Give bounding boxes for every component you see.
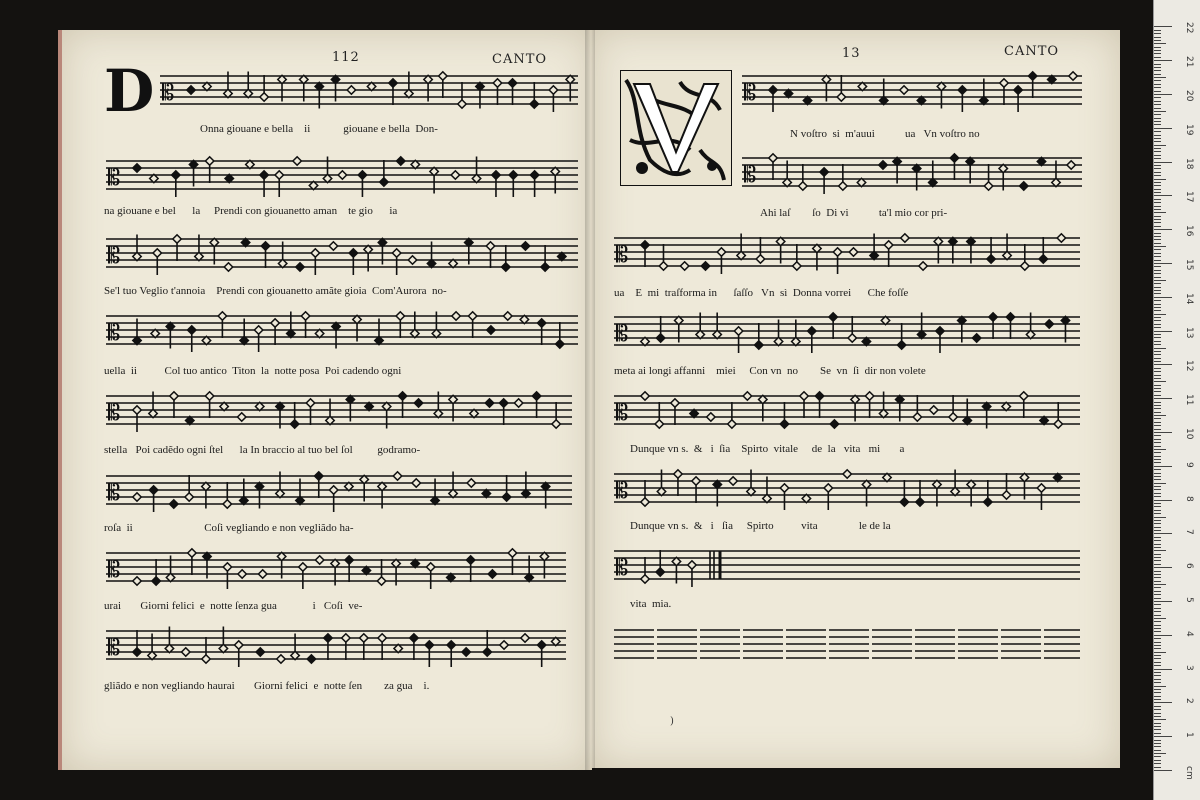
right-lyric-line-6: Dunque vn s. & i ſia Spirto vita le de la (630, 520, 891, 532)
right-lyric-line-5: Dunque vn s. & i ſia Spirto vitale de la vita mi a (630, 443, 905, 455)
ruler-tick (1154, 530, 1161, 531)
ruler-tick (1154, 91, 1161, 92)
svg-text:𝄡: 𝄡 (108, 166, 121, 191)
ruler-tick (1154, 334, 1161, 335)
ruler-tick (1154, 297, 1172, 298)
ruler-tick (1154, 740, 1161, 741)
ruler-tick (1154, 456, 1161, 457)
ruler-tick (1154, 67, 1161, 68)
ruler-tick (1154, 642, 1161, 643)
svg-text:𝄡: 𝄡 (616, 243, 629, 268)
svg-text:𝄡: 𝄡 (108, 244, 121, 269)
ruler-tick (1154, 598, 1161, 599)
svg-text:𝄡: 𝄡 (108, 558, 121, 583)
ruler-label: 5 (1184, 597, 1194, 603)
ruler-tick (1154, 195, 1172, 196)
ruler-tick (1154, 327, 1161, 328)
ruler-label: 15 (1184, 259, 1194, 271)
ruler-tick (1154, 418, 1161, 419)
ruler-label: 9 (1184, 461, 1194, 468)
ruler-tick (1154, 385, 1161, 386)
ruler-tick (1154, 655, 1161, 656)
ruler-tick (1154, 462, 1161, 463)
ruler-tick (1154, 249, 1161, 250)
left-lyric-line-4: uella ii Col tuo antico Titon la notte posa Poi cadendo ogni (104, 365, 402, 377)
ruler-tick (1154, 706, 1161, 707)
ruler-tick (1154, 550, 1166, 551)
left-lyric-line-6: roſa ii Coſi vegliando e non vegliãdo ha- (104, 522, 354, 534)
ruler-tick (1154, 743, 1161, 744)
ruler-tick (1154, 283, 1161, 284)
ruler-tick (1154, 202, 1161, 203)
ruler-tick (1154, 236, 1161, 237)
ruler-tick (1154, 229, 1172, 230)
ruler-tick (1154, 767, 1161, 768)
ruler-tick (1154, 459, 1161, 460)
ruler-tick (1154, 371, 1161, 372)
left-lyric-line-7: urai Giorni felici e notte ſenza gua i Coſi ve- (104, 600, 363, 612)
ruler-label: 13 (1184, 326, 1194, 339)
ruler-tick (1154, 577, 1161, 578)
ruler-tick (1154, 726, 1161, 727)
ruler-tick (1154, 253, 1161, 254)
right-staff-5 (614, 390, 1080, 432)
ruler-tick (1154, 479, 1161, 480)
svg-text:𝄡: 𝄡 (616, 401, 629, 426)
left-lyric-line-1: Onna giouane e bella ii giouane e bella Don- (200, 123, 438, 135)
ruler-tick (1154, 358, 1161, 359)
ruler-tick (1154, 709, 1161, 710)
ruler-tick (1154, 658, 1161, 659)
ruler-label: 4 (1184, 630, 1194, 637)
ruler-tick (1154, 527, 1161, 528)
ruler-label: 14 (1184, 292, 1194, 305)
ruler-tick (1154, 517, 1166, 518)
ruler-tick (1154, 33, 1161, 34)
ruler-tick (1154, 53, 1161, 54)
ruler-tick (1154, 679, 1161, 680)
ruler-tick (1154, 733, 1161, 734)
ruler-tick (1154, 594, 1161, 595)
ruler-tick (1154, 320, 1161, 321)
ruler-tick (1154, 74, 1161, 75)
ruler-tick (1154, 513, 1161, 514)
ruler-tick (1154, 121, 1161, 122)
ruler-tick (1154, 378, 1161, 379)
left-page-number: 112 (332, 50, 360, 65)
ruler-tick (1154, 591, 1161, 592)
ruler-tick (1154, 493, 1161, 494)
ruler-tick (1154, 337, 1161, 338)
svg-text:𝄡: 𝄡 (744, 81, 757, 106)
right-lyric-line-3: ua E mi traſforma in ſaſſo Vn sì Donna vorrei Che foſſe (614, 287, 909, 299)
ruler-tick (1154, 168, 1161, 169)
ruler-tick (1154, 696, 1161, 697)
left-lyric-line-2: na giouane e bel la Prendi con giouanetto aman te gio ia (104, 205, 398, 217)
ruler-tick (1154, 604, 1161, 605)
ruler-tick (1154, 729, 1161, 730)
ruler-tick (1154, 402, 1161, 403)
ruler-tick (1154, 648, 1161, 649)
ruler-tick (1154, 716, 1161, 717)
ruler-tick (1154, 324, 1161, 325)
ruler-label: 10 (1184, 428, 1194, 440)
left-staff-5 (106, 390, 572, 432)
ruler-tick (1154, 564, 1161, 565)
ruler-tick (1154, 635, 1172, 636)
ruler-tick (1154, 652, 1166, 653)
ruler-tick (1154, 317, 1161, 318)
ruler-label: 21 (1184, 56, 1194, 68)
ruler-tick (1154, 571, 1161, 572)
ruler-tick (1154, 621, 1161, 622)
ruler-tick (1154, 87, 1161, 88)
ruler-tick (1154, 354, 1161, 355)
ruler-label: 3 (1184, 664, 1194, 671)
ruler-tick (1154, 40, 1161, 41)
ruler-tick (1154, 212, 1166, 213)
measuring-ruler (1153, 0, 1200, 800)
ruler-tick (1154, 432, 1172, 433)
ruler-tick (1154, 405, 1161, 406)
ruler-label: 22 (1184, 22, 1194, 34)
ruler-tick (1154, 686, 1166, 687)
ruler-tick (1154, 216, 1161, 217)
ruler-tick (1154, 540, 1161, 541)
left-part-name: CANTO (492, 52, 548, 67)
ruler-tick (1154, 628, 1161, 629)
ruler-label: cm (1184, 766, 1194, 780)
ruler-tick (1154, 446, 1161, 447)
ruler-tick (1154, 97, 1161, 98)
ruler-tick (1154, 104, 1161, 105)
ruler-tick (1154, 587, 1161, 588)
ruler-tick (1154, 746, 1161, 747)
ruler-tick (1154, 111, 1166, 112)
ruler-tick (1154, 108, 1161, 109)
ruler-tick (1154, 429, 1161, 430)
ruler-tick (1154, 189, 1161, 190)
ruler-tick (1154, 300, 1161, 301)
ruler-tick (1154, 148, 1161, 149)
ruler-label: 20 (1184, 90, 1194, 102)
left-lyric-line-3: Se'l tuo Veglio t'annoia Prendi con giouanetto amãte gioia Com'Aurora no- (104, 285, 447, 297)
ruler-tick (1154, 584, 1166, 585)
ruler-tick (1154, 43, 1166, 44)
ruler-tick (1154, 581, 1161, 582)
ruler-label: 2 (1184, 698, 1194, 705)
ruler-tick (1154, 760, 1161, 761)
ruler-tick (1154, 618, 1166, 619)
ruler-tick (1154, 364, 1172, 365)
ruler-tick (1154, 209, 1161, 210)
ruler-tick (1154, 500, 1172, 501)
ruler-tick (1154, 669, 1172, 670)
ruler-tick (1154, 608, 1161, 609)
ruler-tick (1154, 77, 1166, 78)
ruler-tick (1154, 723, 1161, 724)
ruler-tick (1154, 645, 1161, 646)
svg-text:𝄡: 𝄡 (108, 636, 121, 661)
ruler-tick (1154, 233, 1161, 234)
ruler-tick (1154, 489, 1161, 490)
decorated-initial-v (620, 70, 732, 186)
ruler-tick (1154, 30, 1161, 31)
ruler-tick (1154, 158, 1161, 159)
ruler-tick (1154, 114, 1161, 115)
ruler-tick (1154, 412, 1161, 413)
ruler-tick (1154, 307, 1161, 308)
ruler-tick (1154, 750, 1161, 751)
ruler-tick (1154, 310, 1161, 311)
ruler-tick (1154, 124, 1161, 125)
ruler-tick (1154, 408, 1161, 409)
ruler-tick (1154, 439, 1161, 440)
ruler-tick (1154, 675, 1161, 676)
ruler-tick (1154, 280, 1166, 281)
ruler-tick (1154, 466, 1172, 467)
ruler-tick (1154, 537, 1161, 538)
ruler-tick (1154, 756, 1161, 757)
ruler-tick (1154, 520, 1161, 521)
ruler-label: 8 (1184, 495, 1194, 502)
left-staff-1 (160, 70, 578, 112)
ruler-tick (1154, 611, 1161, 612)
right-staff-3 (614, 232, 1080, 274)
ruler-tick (1154, 496, 1161, 497)
ruler-tick (1154, 567, 1172, 568)
ruler-tick (1154, 331, 1172, 332)
ruler-tick (1154, 442, 1161, 443)
ruler-tick (1154, 94, 1172, 95)
left-staff-8 (106, 625, 566, 667)
ruler-tick (1154, 47, 1161, 48)
ruler-tick (1154, 702, 1172, 703)
ruler-tick (1154, 199, 1161, 200)
ruler-tick (1154, 770, 1172, 771)
ruler-tick (1154, 179, 1166, 180)
ruler-label: 7 (1184, 529, 1194, 536)
right-lyric-line-4: meta ai longi affanni miei Con vn no Se vn ſi dir non volete (614, 365, 926, 377)
ruler-tick (1154, 763, 1161, 764)
ruler-tick (1154, 388, 1161, 389)
ruler-tick (1154, 70, 1161, 71)
left-staff-7 (106, 547, 566, 589)
right-staff-1 (742, 70, 1082, 112)
ruler-tick (1154, 155, 1161, 156)
ruler-tick (1154, 293, 1161, 294)
svg-text:𝄡: 𝄡 (108, 481, 121, 506)
right-lyric-line-1: N voſtro si m'auui ua Vn voſtro no (790, 128, 980, 140)
ruler-tick (1154, 547, 1161, 548)
ruler-tick (1154, 222, 1161, 223)
ruler-tick (1154, 37, 1161, 38)
ruler-tick (1154, 145, 1166, 146)
ruler-tick (1154, 560, 1161, 561)
ruler-tick (1154, 101, 1161, 102)
ruler-label: 12 (1184, 360, 1194, 372)
ruler-tick (1154, 375, 1161, 376)
ruler-tick (1154, 476, 1161, 477)
ruler-tick (1154, 662, 1161, 663)
ruler-tick (1154, 348, 1166, 349)
ruler-label: 19 (1184, 123, 1194, 136)
ruler-tick (1154, 682, 1161, 683)
ruler-tick (1154, 483, 1166, 484)
ruler-tick (1154, 64, 1161, 65)
ruler-tick (1154, 246, 1166, 247)
ruler-label: 6 (1184, 563, 1194, 569)
ruler-tick (1154, 506, 1161, 507)
ruler-tick (1154, 172, 1161, 173)
right-part-name: CANTO (1004, 44, 1060, 59)
left-lyric-line-8: gliãdo e non vegliando haurai Giorni felici e notte ſen za gua i. (104, 680, 430, 692)
ruler-tick (1154, 544, 1161, 545)
svg-text:𝄡: 𝄡 (616, 479, 629, 504)
ruler-tick (1154, 263, 1172, 264)
svg-text:𝄡: 𝄡 (616, 556, 629, 581)
ruler-tick (1154, 503, 1161, 504)
ruler-tick (1154, 425, 1161, 426)
book-gutter (585, 30, 595, 770)
ruler-tick (1154, 50, 1161, 51)
ruler-tick (1154, 162, 1172, 163)
ruler-tick (1154, 449, 1166, 450)
left-staff-2 (106, 155, 578, 197)
right-staff-6 (614, 468, 1080, 510)
ruler-tick (1154, 638, 1161, 639)
ruler-tick (1154, 692, 1161, 693)
ruler-tick (1154, 243, 1161, 244)
ruler-tick (1154, 422, 1161, 423)
ruler-tick (1154, 175, 1161, 176)
ruler-tick (1154, 57, 1161, 58)
ruler-tick (1154, 452, 1161, 453)
ruler-tick (1154, 304, 1161, 305)
ruler-tick (1154, 435, 1161, 436)
ruler-tick (1154, 672, 1161, 673)
page-mark: ) (670, 716, 674, 727)
ruler-tick (1154, 473, 1161, 474)
ruler-tick (1154, 689, 1161, 690)
ruler-tick (1154, 699, 1161, 700)
ruler-tick (1154, 26, 1172, 27)
ruler-tick (1154, 182, 1161, 183)
ruler-tick (1154, 736, 1172, 737)
ruler-tick (1154, 60, 1172, 61)
ruler-tick (1154, 533, 1172, 534)
ruler-label: 18 (1184, 157, 1194, 170)
ruler-tick (1154, 574, 1161, 575)
ruler-tick (1154, 226, 1161, 227)
ruler-tick (1154, 361, 1161, 362)
ruler-label: 1 (1184, 732, 1194, 738)
right-lyric-line-7: vita mia. (630, 598, 672, 610)
ruler-tick (1154, 381, 1166, 382)
svg-text:𝄡: 𝄡 (616, 322, 629, 347)
ruler-tick (1154, 260, 1161, 261)
ruler-tick (1154, 719, 1166, 720)
svg-text:𝄡: 𝄡 (744, 163, 757, 188)
ruler-tick (1154, 557, 1161, 558)
svg-text:𝄡: 𝄡 (108, 321, 121, 346)
ruler-tick (1154, 135, 1161, 136)
left-lyric-line-5: stella Poi cadẽdo ogni ſtel la In braccio al tuo bel ſol godramo- (104, 444, 421, 456)
ruler-label: 11 (1184, 394, 1194, 406)
ruler-tick (1154, 395, 1161, 396)
ruler-tick (1154, 192, 1161, 193)
right-staff-8-empty (614, 624, 1080, 666)
ruler-tick (1154, 391, 1161, 392)
ruler-tick (1154, 351, 1161, 352)
ruler-tick (1154, 128, 1172, 129)
right-staff-2 (742, 152, 1082, 194)
ruler-tick (1154, 523, 1161, 524)
ruler-tick (1154, 314, 1166, 315)
right-staff-7 (614, 545, 1080, 587)
ruler-tick (1154, 131, 1161, 132)
ruler-tick (1154, 266, 1161, 267)
ruler-tick (1154, 290, 1161, 291)
ruler-tick (1154, 486, 1161, 487)
ruler-tick (1154, 554, 1161, 555)
ruler-tick (1154, 185, 1161, 186)
ruler-tick (1154, 713, 1161, 714)
ruler-tick (1154, 665, 1161, 666)
ruler-tick (1154, 273, 1161, 274)
ruler-tick (1154, 415, 1166, 416)
ruler-tick (1154, 141, 1161, 142)
ruler-tick (1154, 138, 1161, 139)
left-staff-3 (106, 233, 578, 275)
initial-letter-d: D (104, 57, 155, 125)
ruler-tick (1154, 469, 1161, 470)
ruler-tick (1154, 287, 1161, 288)
ruler-tick (1154, 80, 1161, 81)
ruler-tick (1154, 510, 1161, 511)
ruler-tick (1154, 239, 1161, 240)
ruler-tick (1154, 615, 1161, 616)
ruler-tick (1154, 398, 1172, 399)
right-page-number: 13 (842, 46, 861, 61)
ruler-tick (1154, 368, 1161, 369)
ruler-tick (1154, 631, 1161, 632)
ruler-tick (1154, 206, 1161, 207)
ruler-label: 16 (1184, 225, 1194, 237)
ruler-tick (1154, 625, 1161, 626)
ruler-tick (1154, 256, 1161, 257)
ruler-tick (1154, 341, 1161, 342)
ruler-tick (1154, 151, 1161, 152)
ruler-tick (1154, 270, 1161, 271)
ruler-tick (1154, 165, 1161, 166)
right-staff-4 (614, 311, 1080, 353)
ruler-tick (1154, 118, 1161, 119)
ruler-tick (1154, 601, 1172, 602)
ruler-tick (1154, 344, 1161, 345)
right-lyric-line-2: Ahi laſ ſo Di vi ta'l mio cor pri- (760, 207, 948, 219)
left-staff-4 (106, 310, 578, 352)
svg-text:𝄡: 𝄡 (162, 81, 175, 106)
ruler-tick (1154, 219, 1161, 220)
ruler-label: 17 (1184, 191, 1194, 203)
svg-text:𝄡: 𝄡 (108, 401, 121, 426)
ruler-tick (1154, 84, 1161, 85)
ruler-tick (1154, 277, 1161, 278)
left-staff-6 (106, 470, 572, 512)
ruler-tick (1154, 753, 1166, 754)
